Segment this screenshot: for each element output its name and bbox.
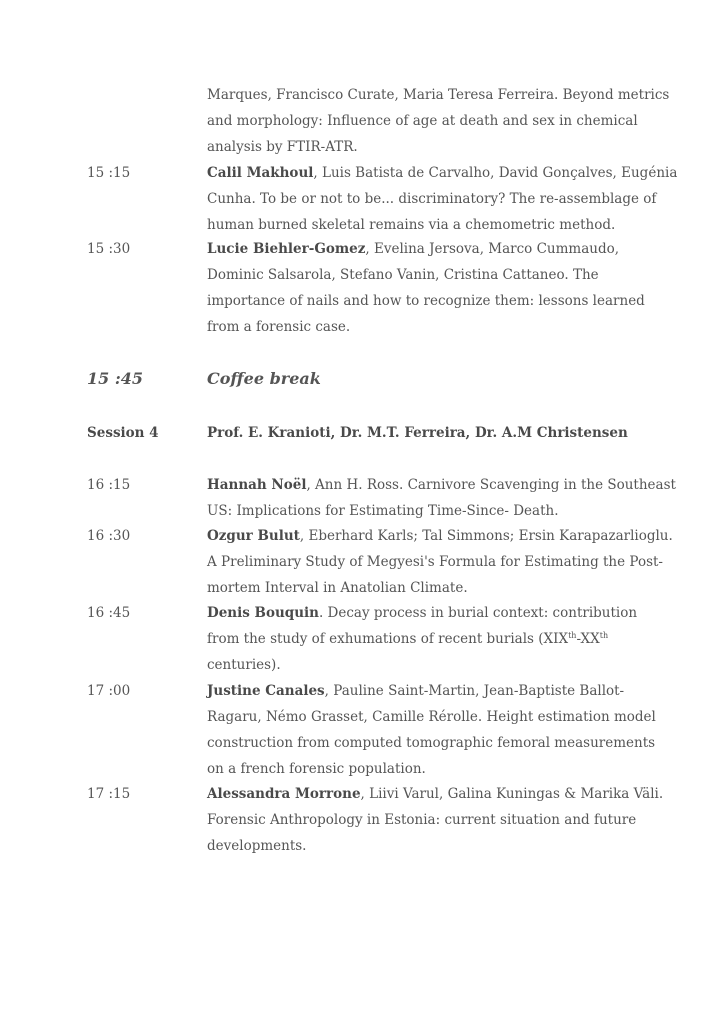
entry-time: 15 :15 xyxy=(87,165,131,181)
text-line: US: Implications for Estimating Time-Since- Death. xyxy=(207,503,559,519)
text-fragment: , Eberhard Karls; Tal Simmons; Ersin Karapazarlioglu. xyxy=(299,528,673,544)
entry-time: 16 :15 xyxy=(87,477,131,493)
text-fragment: , Liivi Varul, Galina Kuningas & Marika Väli. xyxy=(360,786,664,802)
text-line xyxy=(207,472,676,498)
text-line: analysis by FTIR-ATR. xyxy=(207,139,358,155)
text-fragment: -XX xyxy=(576,631,600,647)
text-line: construction from computed tomographic femoral measurements xyxy=(207,735,656,751)
speaker-name: Hannah Noël xyxy=(207,477,307,493)
text-line: Cunha. To be or not to be... discriminatory? The re-assemblage of xyxy=(207,191,657,207)
entry-text xyxy=(207,781,664,859)
text-line: centuries). xyxy=(207,657,281,673)
text-line: from a forensic case. xyxy=(207,319,351,335)
speaker-name: Calil Makhoul xyxy=(207,165,314,181)
speaker-name: Justine Canales xyxy=(207,683,325,699)
text-fragment: , Pauline Saint-Martin, Jean-Baptiste Ballot- xyxy=(324,683,625,699)
text-fragment: from the study of exhumations of recent burials (XIX xyxy=(207,631,569,647)
session-chairs: Prof. E. Kranioti, Dr. M.T. Ferreira, Dr. A.M Christensen xyxy=(207,425,628,441)
text-line xyxy=(207,781,664,807)
text-line: Ragaru, Némo Grasset, Camille Rérolle. Height estimation model xyxy=(207,709,656,725)
entry-time: 16 :30 xyxy=(87,528,131,544)
speaker-name: Alessandra Morrone xyxy=(207,786,361,802)
text-fragment: , Luis Batista de Carvalho, David Gonçalves, Eugénia xyxy=(313,165,678,181)
entry-text xyxy=(207,600,638,678)
superscript: th xyxy=(599,631,609,640)
text-line xyxy=(207,626,632,652)
entry-time: 17 :15 xyxy=(87,786,131,802)
superscript: th xyxy=(568,631,577,640)
text-fragment: , Evelina Jersova, Marco Cummaudo, xyxy=(365,241,620,257)
text-line: Forensic Anthropology in Estonia: current situation and future xyxy=(207,812,637,828)
speaker-name: Lucie Biehler-Gomez xyxy=(207,241,366,257)
entry-text xyxy=(207,82,670,160)
entry-text xyxy=(207,160,678,238)
text-line xyxy=(207,236,632,262)
text-line: mortem Interval in Anatolian Climate. xyxy=(207,580,468,596)
entry-time: 17 :00 xyxy=(87,683,131,699)
text-line: A Preliminary Study of Megyesi's Formula for Estimating the Post- xyxy=(207,554,663,570)
speaker-name: Ozgur Bulut xyxy=(207,528,300,544)
text-line: human burned skeletal remains via a chemometric method. xyxy=(207,217,616,233)
entry-time: 16 :45 xyxy=(87,605,131,621)
text-line xyxy=(207,678,632,704)
entry-text xyxy=(207,236,645,340)
entry-text xyxy=(207,678,656,782)
text-line xyxy=(207,160,678,186)
text-line xyxy=(207,600,638,626)
entry-time: 15 :30 xyxy=(87,241,131,257)
session-label: Session 4 xyxy=(87,425,159,441)
entry-text xyxy=(207,523,673,601)
text-line xyxy=(207,523,673,549)
break-title: Coffee break xyxy=(207,369,321,388)
text-line: developments. xyxy=(207,838,307,854)
break-time: 15 :45 xyxy=(87,369,144,388)
entry-text xyxy=(207,472,676,524)
text-fragment: , Ann H. Ross. Carnivore Scavenging in the Southeast xyxy=(306,477,676,493)
text-fragment: . Decay process in burial context: contribution xyxy=(318,605,638,621)
text-line: Marques, Francisco Curate, Maria Teresa Ferreira. Beyond metrics xyxy=(207,87,670,103)
text-line: Dominic Salsarola, Stefano Vanin, Cristina Cattaneo. The xyxy=(207,267,599,283)
text-line: importance of nails and how to recognize them: lessons learned xyxy=(207,293,645,309)
text-line: on a french forensic population. xyxy=(207,761,426,777)
text-line: and morphology: Influence of age at death and sex in chemical xyxy=(207,113,638,129)
speaker-name: Denis Bouquin xyxy=(207,605,319,621)
